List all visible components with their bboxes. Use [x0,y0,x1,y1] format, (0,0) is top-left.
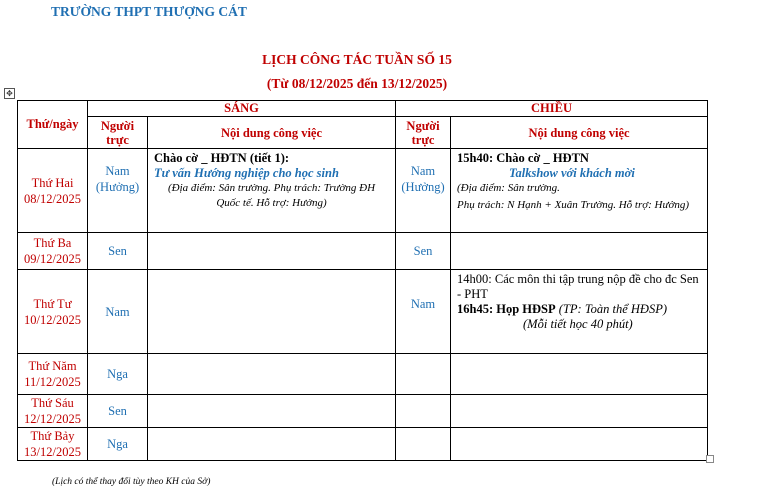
move-icon[interactable]: ✥ [4,88,15,99]
header-afternoon: CHIỀU [396,101,708,117]
am-content-cell [148,395,396,428]
table-row [18,428,708,461]
schedule-table [17,100,708,461]
header-pm-content: Nội dung công việc [451,117,708,149]
pm-duty-cell [396,395,451,428]
am-duty-cell: Sen [88,395,148,428]
header-morning: SÁNG [88,101,396,117]
am-content-cell: Chào cờ _ HĐTN (tiết 1): Tư vấn Hướng nghiệp cho học sinh (Địa điểm: Sân trường. Phụ trách: Trường ĐH Quốc tế. Hỗ trợ: Hưởng) [148,149,396,233]
day-cell: Thứ Bảy 13/12/2025 [18,428,88,461]
pm-content-cell: 14h00: Các môn thi tập trung nộp đề cho đc Sen - PHT 16h45: Họp HĐSP (TP: Toàn thể HĐSP) (Mỗi tiết học 40 phút) [451,270,708,354]
page-title: LỊCH CÔNG TÁC TUẦN SỐ 15 [262,52,452,67]
am-duty-cell: Nam (Hưởng) [88,149,148,233]
am-duty-cell: Nga [88,354,148,395]
header-am-duty: Người trực [88,117,148,149]
table-row [18,149,708,233]
header-am-content: Nội dung công việc [148,117,396,149]
day-cell: Thứ Hai 08/12/2025 [18,149,88,233]
pm-content-cell [451,395,708,428]
day-cell: Thứ Năm 11/12/2025 [18,354,88,395]
pm-duty-cell: Nam [396,270,451,354]
pm-content-cell [451,354,708,395]
school-name: TRƯỜNG THPT THƯỢNG CÁT [51,4,247,19]
table-row [18,354,708,395]
footer-note: (Lịch có thể thay đổi tùy theo KH của Sở) [52,477,211,487]
header-pm-duty: Người trực [396,117,451,149]
am-duty-cell: Nam [88,270,148,354]
pm-duty-cell [396,354,451,395]
am-duty-cell: Nga [88,428,148,461]
am-content-cell [148,354,396,395]
resize-handle-icon[interactable] [706,455,714,463]
am-content-cell [148,428,396,461]
pm-content-cell: 15h40: Chào cờ _ HĐTN Talkshow với khách mời (Địa điểm: Sân trường. Phụ trách: N Hạnh + Xuân Trường. Hỗ trợ: Hưởng) [451,149,708,233]
day-cell: Thứ Tư 10/12/2025 [18,270,88,354]
table-row [18,395,708,428]
table-row [18,270,708,354]
pm-content-cell [451,428,708,461]
pm-duty-cell [396,428,451,461]
am-content-cell [148,270,396,354]
pm-duty-cell: Nam (Hưởng) [396,149,451,233]
page-subtitle: (Từ 08/12/2025 đến 13/12/2025) [266,76,448,91]
header-day: Thứ/ngày [18,101,88,149]
day-cell: Thứ Sáu 12/12/2025 [18,395,88,428]
pm-content-cell [451,233,708,270]
day-cell: Thứ Ba 09/12/2025 [18,233,88,270]
am-duty-cell: Sen [88,233,148,270]
table-row [18,233,708,270]
pm-duty-cell: Sen [396,233,451,270]
am-content-cell [148,233,396,270]
